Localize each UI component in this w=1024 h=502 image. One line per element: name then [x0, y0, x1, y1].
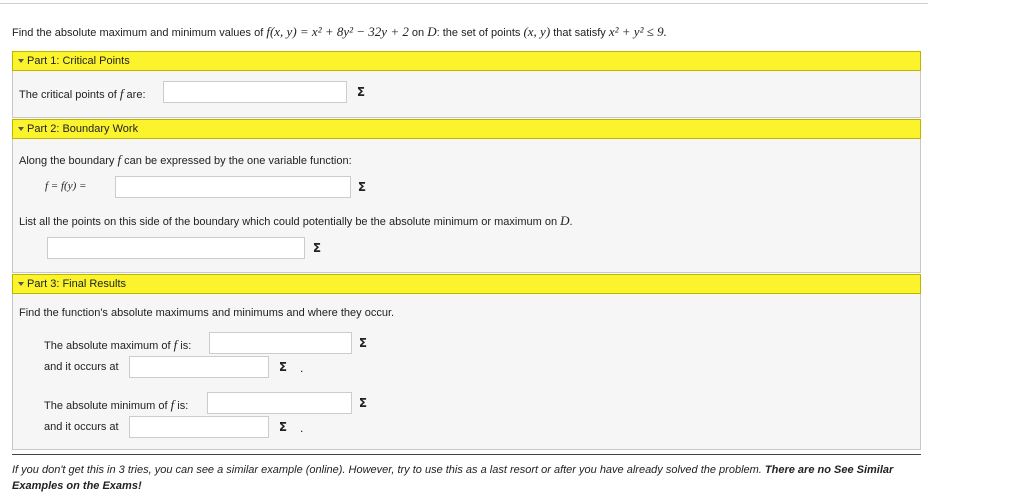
critical-points-label-b: are: [123, 89, 146, 101]
critical-points-label-a: The critical points of [19, 89, 120, 101]
absolute-max-input[interactable] [209, 332, 352, 354]
boundary-points-prompt-end: . [569, 216, 573, 228]
boundary-points-input[interactable] [47, 237, 305, 259]
critical-points-sigma-button[interactable]: Σ [356, 85, 366, 99]
part1-title: Part 1: Critical Points [27, 55, 130, 67]
boundary-points-prompt-text: List all the points on this side of the boundary which could potentially be the absolute minimum or maximum on [19, 216, 561, 228]
boundary-function-input[interactable] [115, 176, 351, 198]
absolute-min-label-a: The absolute minimum of [44, 400, 171, 412]
footer-text: If you don't get this in 3 tries, you can see a similar example (online). However, try to use this as a last resort or after you have already solved the problem. [12, 464, 765, 476]
boundary-function-sigma-button[interactable]: Σ [357, 180, 367, 194]
max-occurs-input[interactable] [129, 356, 269, 378]
absolute-min-input[interactable] [207, 392, 352, 414]
question-domain-var: D [427, 24, 437, 39]
boundary-points-prompt-var: D [560, 213, 570, 228]
collapse-triangle-icon [18, 127, 24, 131]
critical-points-input[interactable] [163, 81, 347, 103]
part2-body [12, 139, 921, 273]
top-divider [0, 3, 928, 4]
part2-header[interactable] [12, 119, 921, 139]
question-constraint: x² + y² ≤ 9. [608, 24, 667, 39]
critical-points-label-f: f [119, 86, 124, 101]
part1-body [12, 71, 921, 118]
footer-bold-text: There are no See Similar Examples on the Exams! [12, 464, 894, 492]
question-text [12, 24, 922, 40]
min-occurs-sigma-button[interactable]: Σ [278, 420, 288, 434]
max-occurs-label: and it occurs at [44, 361, 119, 373]
absolute-min-sigma-button[interactable]: Σ [358, 396, 368, 410]
critical-points-label [19, 86, 146, 102]
footer-note [12, 462, 922, 494]
question-that: that satisfy [550, 27, 609, 39]
boundary-prompt [19, 152, 352, 168]
absolute-max-label-f: f [173, 337, 178, 352]
question-domain-text: : the set of points [436, 27, 524, 39]
question-function: f(x, y) = x² + 8y² − 32y + 2 [266, 24, 409, 39]
final-results-prompt: Find the function's absolute maximums and minimums and where they occur. [19, 307, 395, 319]
absolute-min-label [44, 397, 188, 413]
collapse-triangle-icon [18, 59, 24, 63]
absolute-min-label-f: f [170, 397, 175, 412]
absolute-max-sigma-button[interactable]: Σ [358, 336, 368, 350]
footer-divider [12, 454, 921, 455]
boundary-prompt-f: f [117, 152, 122, 167]
collapse-triangle-icon [18, 282, 24, 286]
max-period: . [300, 361, 304, 375]
min-period: . [300, 421, 304, 435]
boundary-prompt-b: can be expressed by the one variable function: [121, 155, 352, 167]
boundary-function-label: f = f(y) = [45, 180, 87, 192]
part2-title: Part 2: Boundary Work [27, 123, 139, 135]
absolute-max-label [44, 337, 191, 353]
boundary-points-prompt [19, 213, 573, 229]
absolute-min-label-b: is: [174, 400, 189, 412]
question-point: (x, y) [523, 24, 551, 39]
part3-title: Part 3: Final Results [27, 278, 127, 290]
part3-body [12, 294, 921, 450]
question-prefix: Find the absolute maximum and minimum values of [12, 27, 267, 39]
absolute-max-label-a: The absolute maximum of [44, 340, 174, 352]
question-on: on [408, 27, 428, 39]
absolute-max-label-b: is: [177, 340, 192, 352]
boundary-points-sigma-button[interactable]: Σ [312, 241, 322, 255]
boundary-prompt-a: Along the boundary [19, 155, 118, 167]
part1-header[interactable] [12, 51, 921, 71]
min-occurs-label: and it occurs at [44, 421, 119, 433]
part3-header[interactable] [12, 274, 921, 294]
max-occurs-sigma-button[interactable]: Σ [278, 360, 288, 374]
min-occurs-input[interactable] [129, 416, 269, 438]
